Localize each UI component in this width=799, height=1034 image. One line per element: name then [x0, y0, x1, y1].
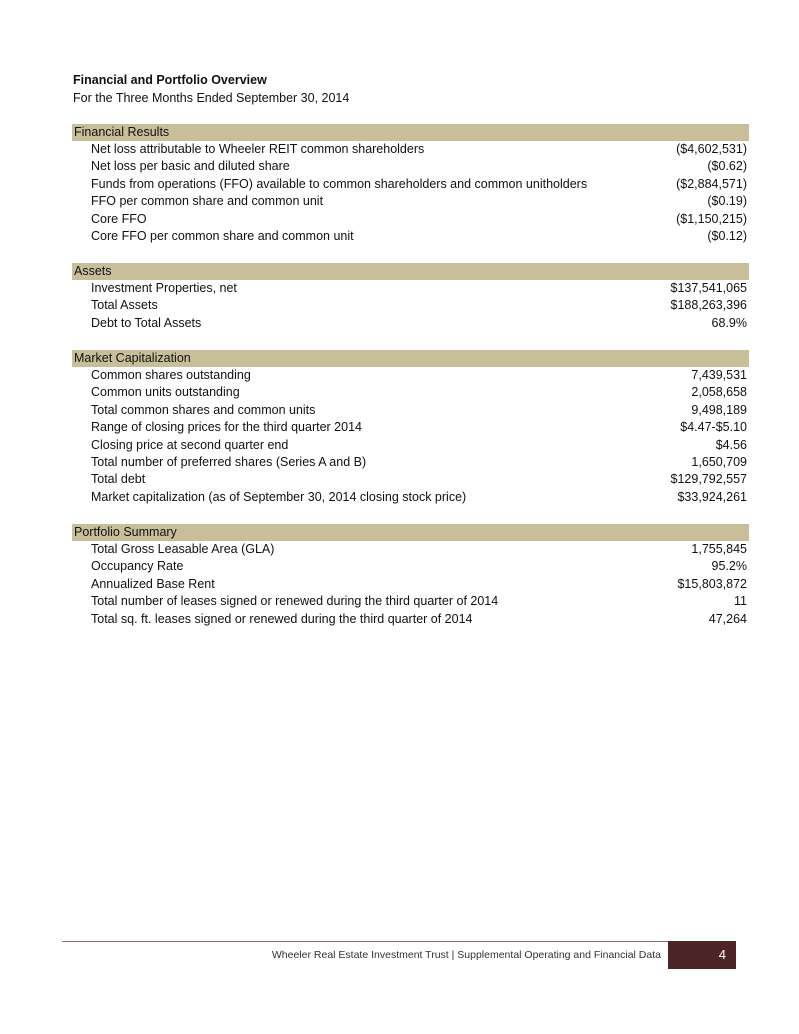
table-row — [72, 141, 749, 158]
table-row — [72, 611, 749, 628]
table-row — [72, 541, 749, 558]
footer-text: Wheeler Real Estate Investment Trust | Supplemental Operating and Financial Data — [271, 949, 661, 961]
row-label: Total Assets — [91, 298, 158, 313]
table-row — [72, 489, 749, 506]
table-row — [72, 471, 749, 488]
table-row — [72, 454, 749, 471]
page-number-box — [668, 941, 736, 969]
row-value: $4.56 — [715, 437, 747, 452]
table-row — [72, 576, 749, 593]
row-label: Core FFO per common share and common unit — [91, 228, 354, 243]
table-row — [72, 384, 749, 401]
row-label: Total common shares and common units — [91, 402, 316, 417]
table-row — [72, 402, 749, 419]
row-label: Total sq. ft. leases signed or renewed during the third quarter of 2014 — [91, 611, 473, 626]
row-value: 2,058,658 — [691, 385, 747, 400]
footer-rule — [62, 941, 668, 942]
row-value: ($2,884,571) — [676, 176, 747, 191]
row-label: Total debt — [91, 472, 146, 487]
row-label: Range of closing prices for the third quarter 2014 — [91, 420, 362, 435]
row-label: Total Gross Leasable Area (GLA) — [91, 542, 275, 556]
row-label: Market capitalization (as of September 30, 2014 closing stock price) — [91, 489, 467, 504]
table-row — [72, 593, 749, 610]
page-title: Financial and Portfolio Overview — [73, 73, 267, 87]
row-value: 7,439,531 — [691, 368, 747, 382]
row-value: $129,792,557 — [670, 472, 747, 487]
row-value: ($0.12) — [707, 228, 747, 243]
row-value: 95.2% — [711, 559, 747, 574]
table-row — [72, 419, 749, 436]
section-market-capitalization — [72, 350, 749, 506]
page-subtitle: For the Three Months Ended September 30, 2014 — [73, 91, 350, 105]
table-row — [72, 297, 749, 314]
row-value: 9,498,189 — [691, 402, 747, 417]
section-financial-results — [72, 124, 749, 245]
row-value: 1,755,845 — [691, 542, 747, 556]
row-value: ($0.62) — [707, 159, 747, 174]
section-portfolio-summary — [72, 524, 749, 628]
row-value: 47,264 — [708, 611, 747, 626]
section-header: Assets — [72, 263, 749, 280]
section-header: Portfolio Summary — [72, 524, 749, 541]
row-value: ($1,150,215) — [676, 211, 747, 226]
row-label: Funds from operations (FFO) available to common shareholders and common unitholders — [91, 176, 588, 191]
table-row — [72, 280, 749, 297]
page-number: 4 — [718, 947, 726, 962]
row-label: Occupancy Rate — [91, 559, 184, 574]
row-label: Net loss attributable to Wheeler REIT common shareholders — [91, 142, 425, 156]
row-value: $4.47-$5.10 — [680, 420, 747, 435]
row-value: $188,263,396 — [670, 298, 747, 313]
table-row — [72, 158, 749, 175]
row-label: Annualized Base Rent — [91, 576, 215, 591]
row-label: Closing price at second quarter end — [91, 437, 289, 452]
table-row — [72, 367, 749, 384]
row-label: Common units outstanding — [91, 385, 240, 400]
row-label: Net loss per basic and diluted share — [91, 159, 290, 174]
table-row — [72, 315, 749, 332]
section-assets — [72, 263, 749, 332]
row-label: Common shares outstanding — [91, 368, 251, 382]
row-value: $137,541,065 — [670, 281, 747, 295]
row-label: Core FFO — [91, 211, 147, 226]
table-row — [72, 228, 749, 245]
row-value: 1,650,709 — [691, 454, 747, 469]
row-label: FFO per common share and common unit — [91, 194, 324, 209]
table-row — [72, 211, 749, 228]
row-value: $33,924,261 — [677, 489, 747, 504]
row-value: ($0.19) — [707, 194, 747, 209]
table-row — [72, 193, 749, 210]
row-label: Investment Properties, net — [91, 281, 237, 295]
row-value: 68.9% — [711, 315, 747, 330]
row-value: 11 — [734, 594, 747, 609]
section-header: Financial Results — [72, 124, 749, 141]
row-value: ($4,602,531) — [676, 142, 747, 156]
section-header: Market Capitalization — [72, 350, 749, 367]
table-row — [72, 176, 749, 193]
table-row — [72, 558, 749, 575]
table-row — [72, 437, 749, 454]
row-value: $15,803,872 — [677, 576, 747, 591]
row-label: Debt to Total Assets — [91, 315, 202, 330]
row-label: Total number of leases signed or renewed during the third quarter of 2014 — [91, 594, 499, 609]
row-label: Total number of preferred shares (Series A and B) — [91, 454, 367, 469]
